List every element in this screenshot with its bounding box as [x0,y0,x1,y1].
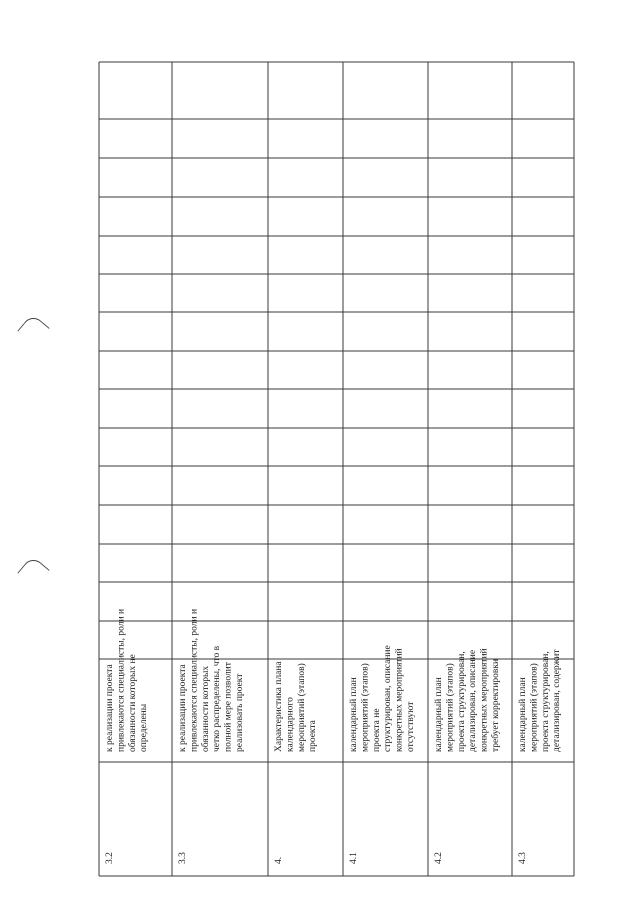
description-line: календарного [285,697,296,752]
evaluation-table [99,62,574,876]
row-description [105,609,149,752]
row-number: 4.2 [434,852,444,864]
row-number: 4.1 [349,852,359,864]
row-number: 3.2 [105,852,115,864]
row-description [178,609,245,752]
row-number: 3.3 [178,852,188,864]
description-line: определены [139,703,150,752]
description-line: Характеристика плана [274,661,284,752]
description-line: четко распределены, что в [212,645,223,752]
description-line: к реализации проекта [178,664,188,752]
description-line: проекта не [371,708,382,752]
row-description [433,648,501,752]
description-line: мероприятий (этапов) [529,663,540,752]
description-line: привлекаются специалисты, роли и [116,608,127,752]
description-line: полной мере позволит [223,662,234,752]
description-line: календарный план [434,677,444,752]
description-line: проекта [308,720,319,752]
description-line: требует корректировки [491,658,501,752]
description-line: обязанности которых [200,665,211,752]
description-line: мероприятий (этапов) [296,663,307,752]
description-line: проекта структурирован, [456,651,467,752]
description-line: мероприятий (этапов) [445,663,456,752]
row-number: 4.3 [518,852,528,864]
description-line: привлекаются специалисты, роли и [189,608,200,752]
description-line: отсутствуют [406,701,416,752]
description-line: реализовать проект [235,673,245,752]
description-line: проекта структурирован, [540,651,551,752]
description-line: мероприятий (этапов) [360,663,371,752]
description-line: обязанности которых не [127,654,138,752]
description-line: детализирован, содержит [552,649,563,752]
row-number: 4. [274,856,284,864]
row-description [348,645,416,752]
row-description [517,649,562,752]
description-line: конкретных мероприятий [479,648,490,752]
row-description [274,661,318,752]
description-line: календарный план [518,677,528,752]
description-line: календарный план [349,677,359,752]
description-line: структурирован, описание [383,645,394,752]
description-line: к реализации проекта [105,664,115,752]
description-line: конкретных мероприятий [394,648,405,752]
description-line: детализирован, описание [468,649,479,752]
